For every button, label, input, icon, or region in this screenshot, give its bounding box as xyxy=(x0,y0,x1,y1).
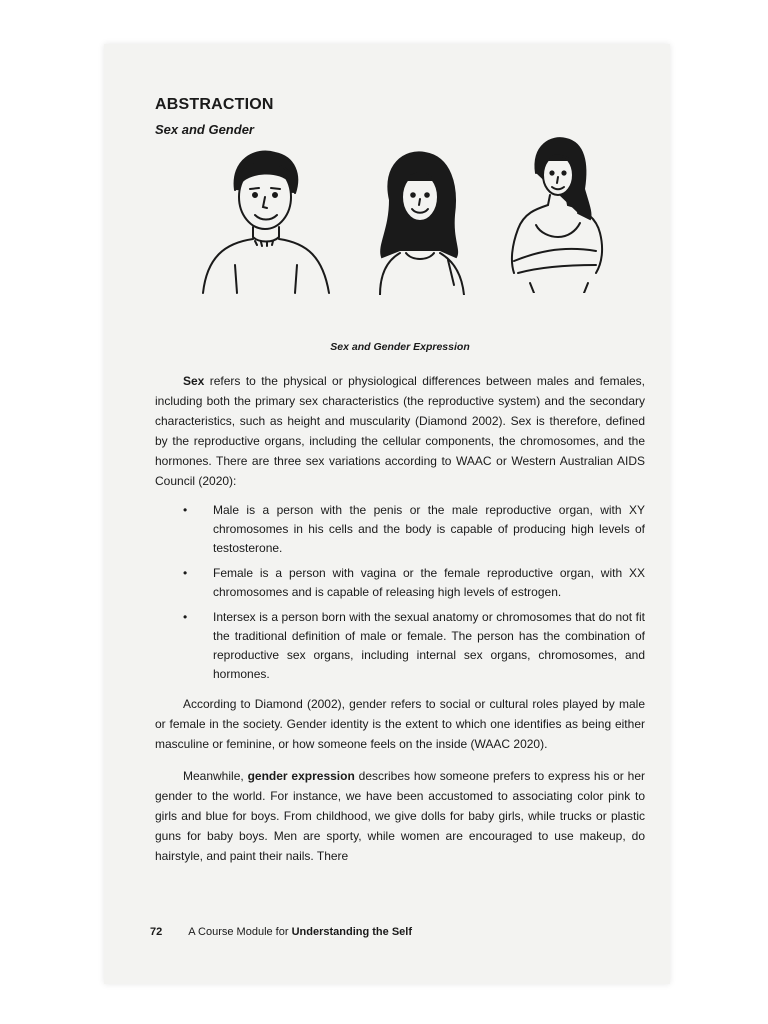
section-title: ABSTRACTION xyxy=(155,96,274,113)
figure-caption: Sex and Gender Expression xyxy=(330,341,470,353)
list-item xyxy=(155,608,645,684)
paragraph-expression-text: describes how someone prefers to express his or her gender to the world. For instance, we have been accustomed to associating color pink to girls and blue for boys. From childhood, we give dolls for baby girls, while trucks or plastic guns for baby boys. Men are sporty, while women are encouraged to use makeup, do hairstyle, and paint their nails. There xyxy=(155,769,645,863)
paragraph-gender-text: According to Diamond (2002), gender refers to social or cultural roles played by male or female in the society. Gender identity is the extent to which one identifies as being either masculine or feminine, or how someone feels on the inside (WAAC 2020). xyxy=(155,697,645,751)
paragraph-gender-expression xyxy=(155,766,645,866)
page-number: 72 xyxy=(150,926,163,938)
list-item-text: Female is a person with vagina or the female reproductive organ, with XX chromosomes and is capable of releasing high levels of estrogen. xyxy=(213,566,645,599)
list-item xyxy=(155,564,645,602)
paragraph-lead: Meanwhile, xyxy=(183,769,248,783)
footer-book-title: Understanding the Self xyxy=(291,926,412,938)
paragraph-sex-text: refers to the physical or physiological differences between males and females, including both the primary sex characteristics (the reproductive system) and the secondary characteristics, such as height and muscularity (Diamond 2002). Sex is therefore, defined by the reproductive organs, including the cellular components, the chromosomes, and the hormones. There are three sex variations according to WAAC or Western Australian AIDS Council (2020): xyxy=(155,374,645,488)
paragraph-gender-definition xyxy=(155,694,645,754)
bullet-icon: • xyxy=(183,503,188,517)
term-sex: Sex xyxy=(183,374,205,388)
term-gender-expression: gender expression xyxy=(247,769,355,783)
page-footer xyxy=(150,926,412,938)
bullet-icon: • xyxy=(183,566,188,580)
list-item-text: Intersex is a person born with the sexual anatomy or chromosomes that do not fit the traditional definition of male or female. The person has the combination of reproductive sex organs, including internal sex organs, chromosomes, and hormones. xyxy=(213,610,645,681)
footer-prefix: A Course Module for xyxy=(188,926,292,938)
man-illustration xyxy=(195,145,335,295)
paragraph-sex-definition xyxy=(155,371,645,491)
list-item xyxy=(155,501,645,558)
section-subtitle: Sex and Gender xyxy=(155,122,254,137)
illustration-figure xyxy=(155,145,645,335)
list-item-text: Male is a person with the penis or the male reproductive organ, with XY chromosomes in his cells and the body is capable of producing high levels of testosterone. xyxy=(213,503,645,555)
woman-crossed-arms-illustration xyxy=(500,133,615,293)
page-content xyxy=(155,96,645,866)
sex-variations-list xyxy=(155,501,645,684)
bullet-icon: • xyxy=(183,610,188,624)
woman-long-hair-illustration xyxy=(370,145,470,295)
